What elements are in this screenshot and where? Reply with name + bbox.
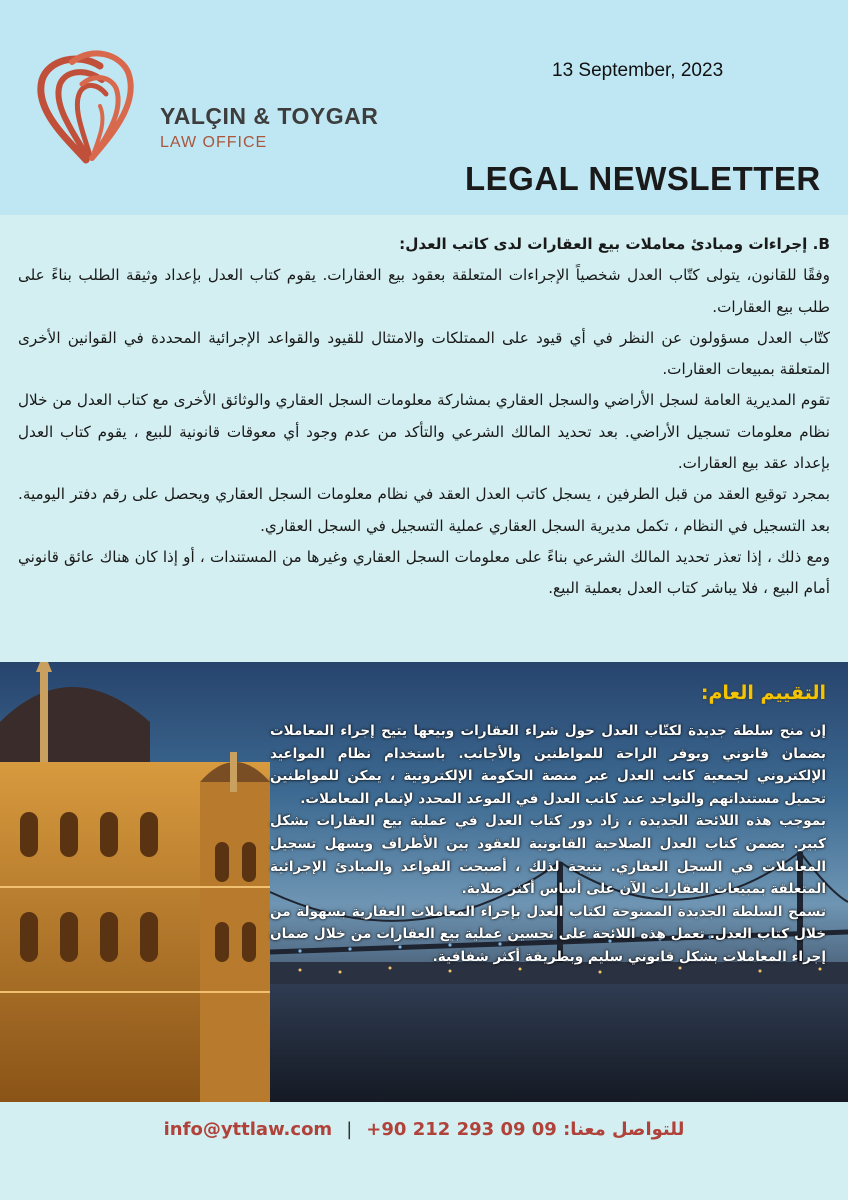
firm-subtitle: LAW OFFICE xyxy=(160,134,268,151)
footer-separator: | xyxy=(346,1119,353,1140)
page-title: LEGAL NEWSLETTER xyxy=(465,160,821,197)
flame-logo-icon xyxy=(28,40,153,170)
contact-line xyxy=(0,1119,848,1140)
assessment-heading: التقييم العام: xyxy=(700,682,826,704)
assessment-text xyxy=(270,720,826,969)
assessment-paragraph: إن منح سلطة جديدة لكتّاب العدل حول شراء العقارات وبيعها يتيح إجراء المعاملات بضمان قانوني ويوفر الراحة للمواطنين والأجانب. باستخدام نظام المواعيد الإلكتروني لجمعية كاتب العدل عبر منصة الحكومة الإلكترونية ، يمكن للمواطنين تحميل مستنداتهم والتواجد عند كاتب العدل في الموعد المحدد لإتمام المعاملات. xyxy=(270,723,826,807)
body-paragraph: وفقًا للقانون، يتولى كتّاب العدل شخصياً الإجراءات المتعلقة بعقود بيع العقارات. يقوم كتاب العدل بإعداد وثيقة الطلب بناءً على طلب بيع العقارات. xyxy=(18,266,830,316)
body-paragraph: تقوم المديرية العامة لسجل الأراضي والسجل العقاري بمشاركة معلومات السجل العقاري والوثائق الأخرى مع كتاب العدل من خلال نظام معلومات تسجيل الأراضي. بعد تحديد المالك الشرعي والتأكد من عدم وجود أي معوقات قانونية للبيع ، يقوم كتاب العدل بإعداد عقد بيع العقارات. xyxy=(18,391,830,473)
contact-phone: للتواصل معنا: 09 09 293 212 90+ xyxy=(366,1119,685,1140)
body-section xyxy=(0,215,848,662)
body-text xyxy=(18,229,830,605)
assessment-paragraph: بموجب هذه اللائحة الجديدة ، زاد دور كتاب العدل في عملية بيع العقارات بشكل كبير. يضمن كتاب العدل الصلاحية القانونية للعقود بين الأطراف ويسهل تسجيل المعاملات في السجل العقاري. نتيجة لذلك ، أصبحت القواعد والمبادئ الإجرائية المتعلقة بمبيعات العقارات الآن على أساس أكثر صلابة. xyxy=(270,813,826,898)
firm-name: YALÇIN & TOYGAR xyxy=(160,103,379,129)
assessment-paragraph: تسمح السلطة الجديدة الممنوحة لكتاب العدل بإجراء المعاملات العقارية بسهولة من خلال كتاب العدل. تعمل هذه اللائحة على تحسين عملية بيع العقارات من خلال ضمان إجراء المعاملات بشكل قانوني سليم وبطريقة أكثر شفافية. xyxy=(270,903,826,965)
header xyxy=(0,0,848,215)
email-link[interactable]: info@yttlaw.com xyxy=(163,1119,333,1140)
body-paragraph: ومع ذلك ، إذا تعذر تحديد المالك الشرعي بناءً على معلومات السجل العقاري وغيرها من المستندات ، أو إذا كان هناك عائق قانوني أمام البيع ، فلا يباشر كتاب العدل بعملية البيع. xyxy=(18,547,830,598)
body-paragraph: بمجرد توقيع العقد من قبل الطرفين ، يسجل كاتب العدل العقد في نظام معلومات السجل العقاري ويحصل على رقم دفتر اليومية. بعد التسجيل في النظام ، تكمل مديرية السجل العقاري عملية التسجيل في السجل العقاري. xyxy=(18,485,830,535)
footer xyxy=(0,1102,848,1200)
istanbul-photo xyxy=(0,662,848,1102)
body-paragraph: كتّاب العدل مسؤولون عن النظر في أي قيود على الممتلكات والامتثال للقيود والقواعد الإجرائية المحددة في القوانين الأخرى المتعلقة بمبيعات العقارات. xyxy=(18,328,830,379)
newsletter-date: 13 September, 2023 xyxy=(552,60,724,81)
section-heading: B. إجراءات ومبادئ معاملات بيع العقارات لدى كاتب العدل: xyxy=(399,235,830,253)
